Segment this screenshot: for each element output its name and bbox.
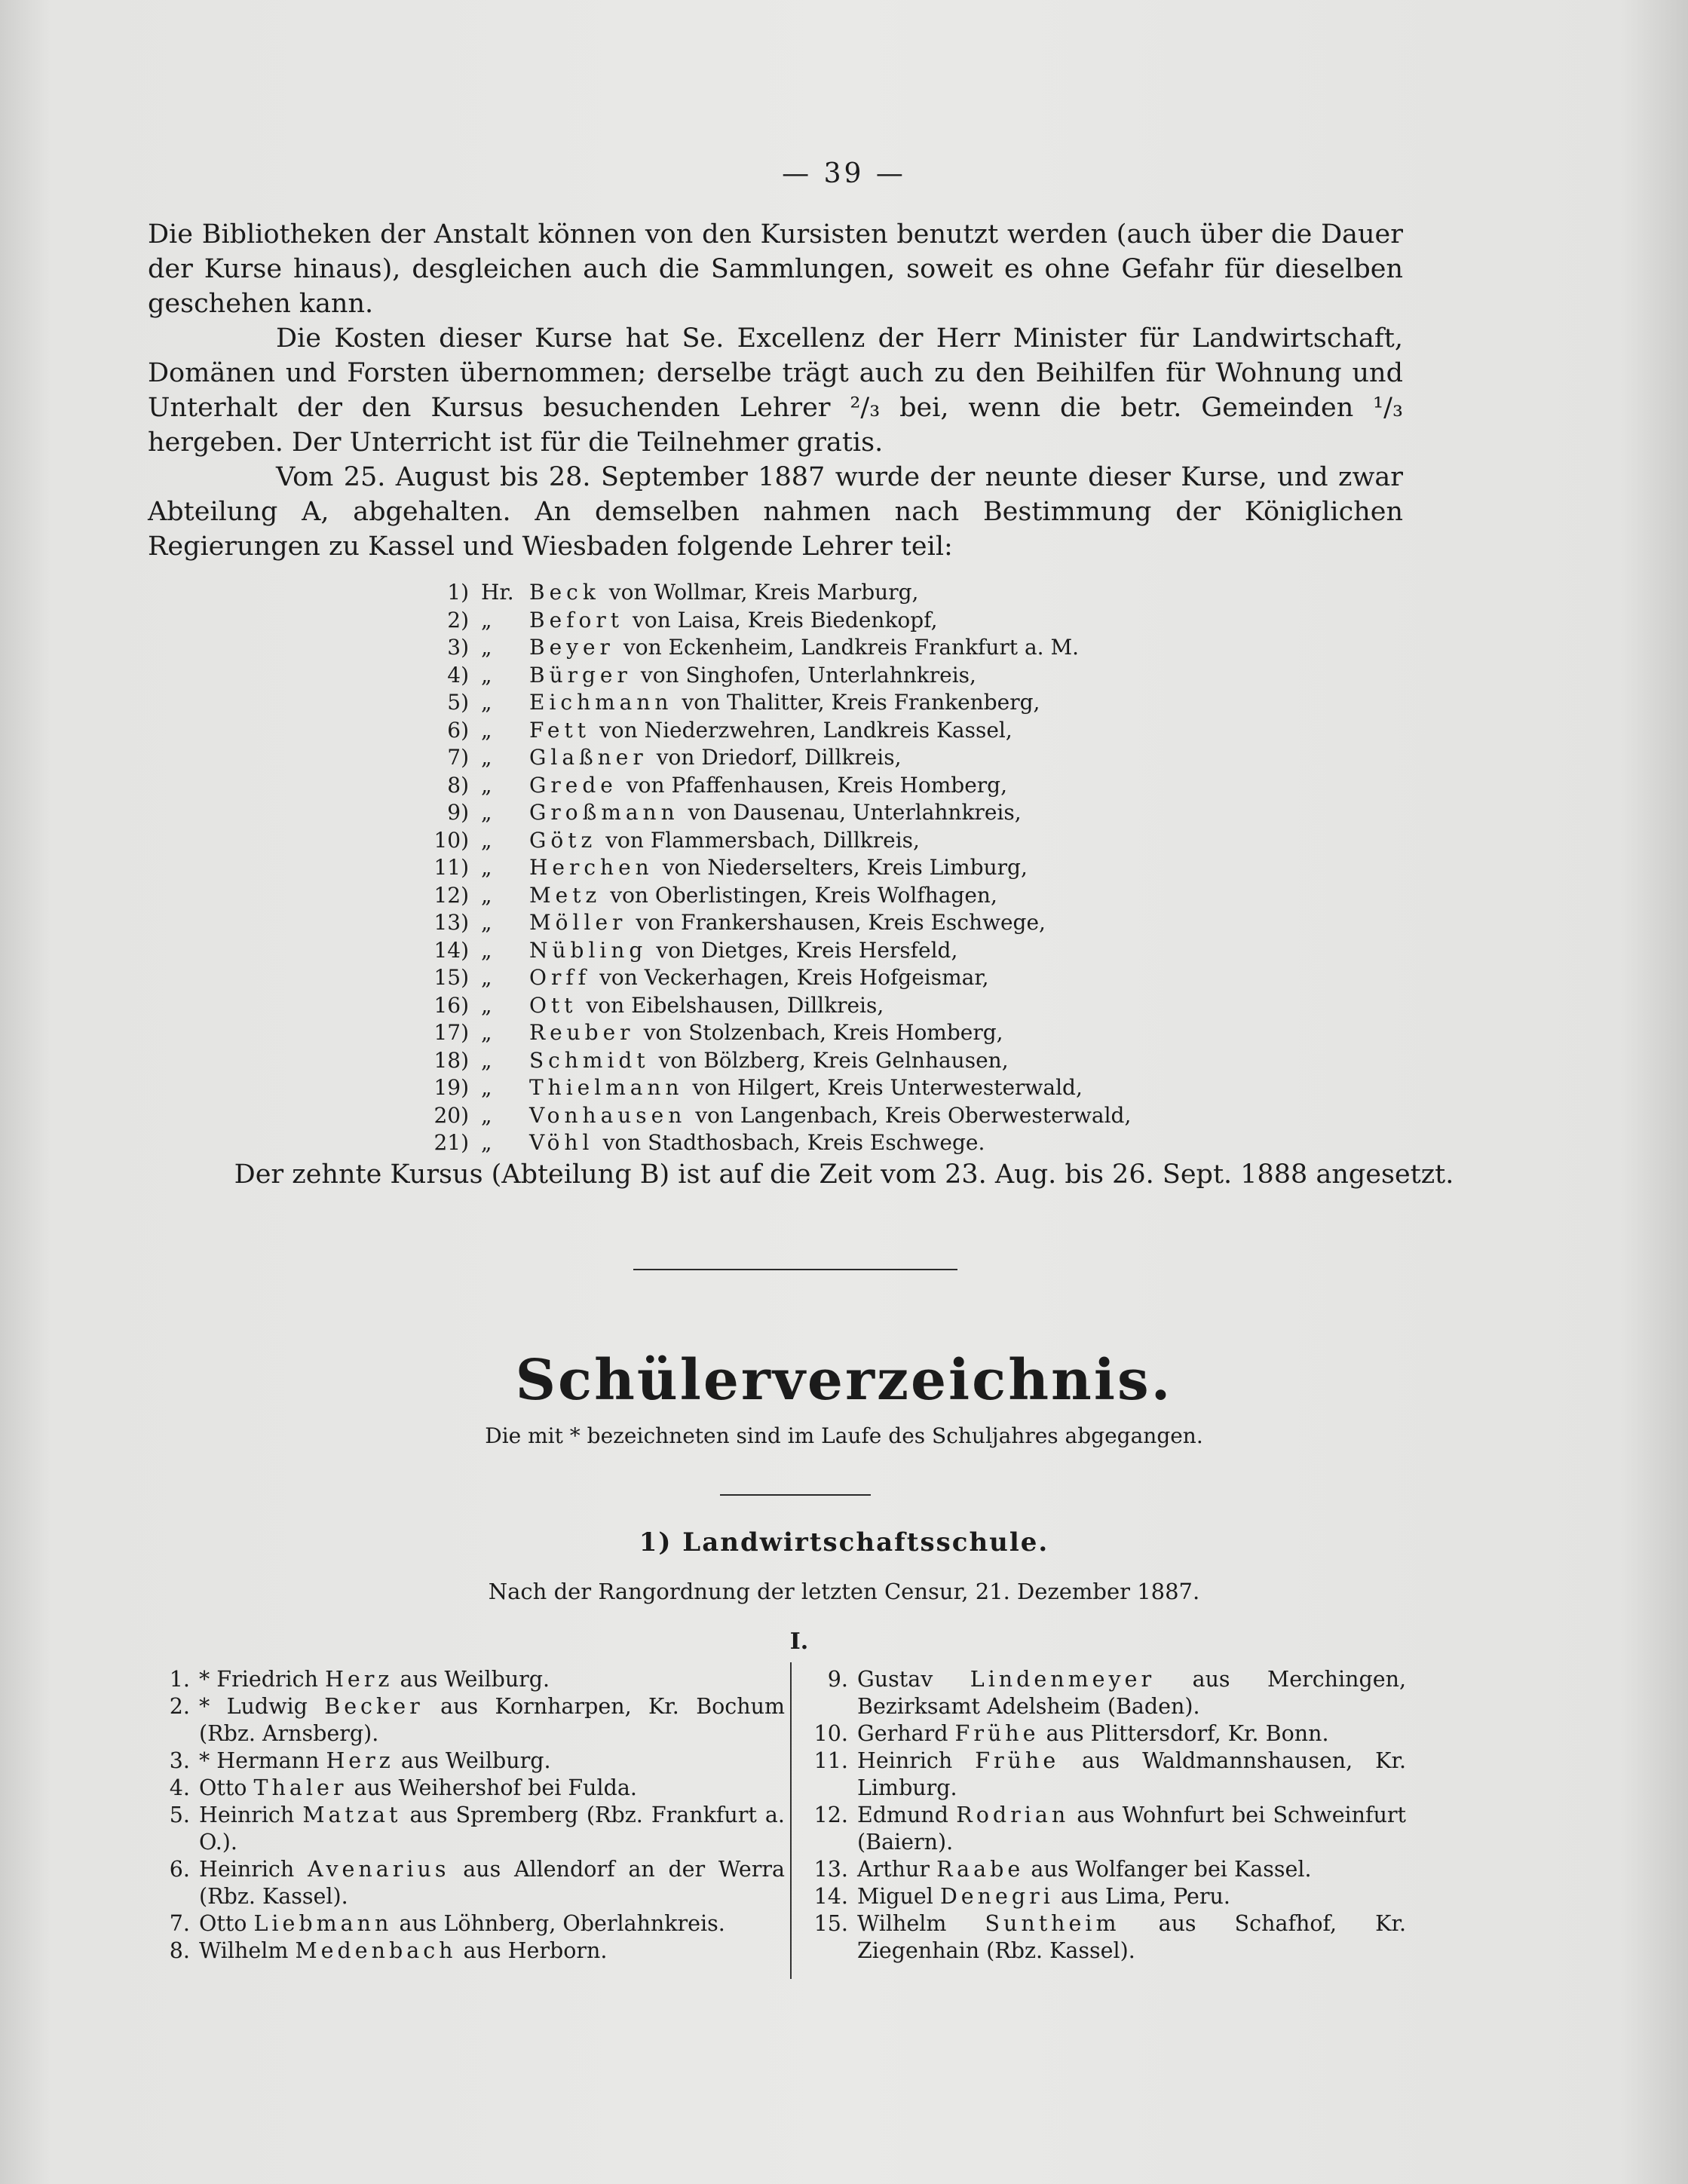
list-item [422, 579, 1327, 607]
teacher-origin: von Flammersbach, Dillkreis, [605, 827, 920, 853]
student-surname: Rodrian [956, 1803, 1070, 1827]
student-entry [857, 1720, 1406, 1748]
teacher-name: Grede [529, 772, 617, 798]
student-surname: Denegri [939, 1884, 1054, 1909]
student-surname: Raabe [936, 1857, 1025, 1882]
student-origin: aus Waldmannshausen, Kr. Limburg. [857, 1748, 1407, 1800]
list-item [803, 1666, 1406, 1720]
list-item [148, 1856, 785, 1910]
list-item [148, 1693, 785, 1748]
list-item [422, 1047, 1327, 1075]
student-surname: Thaler [253, 1775, 348, 1800]
divider [633, 1269, 957, 1270]
teacher-number: 4) [447, 662, 469, 688]
course-note: Der zehnte Kursus (Abteilung B) ist auf die Zeit vom 23. Aug. bis 26. Sept. 1888 angesetzt. [234, 1159, 1454, 1190]
teacher-title: Hr. [481, 580, 514, 605]
student-list-right [803, 1666, 1406, 1965]
teacher-origin: von Eckenheim, Landkreis Frankfurt a. M. [623, 635, 1080, 660]
student-first-name: Miguel [857, 1884, 933, 1909]
list-item [422, 1019, 1327, 1047]
teacher-origin: von Pfaffenhausen, Kreis Homberg, [626, 772, 1007, 798]
teacher-number: 2) [447, 607, 469, 633]
list-item [422, 909, 1327, 937]
list-item [422, 827, 1327, 855]
list-item [148, 1910, 785, 1937]
student-origin: aus Herborn. [463, 1938, 608, 1963]
list-item [422, 717, 1327, 745]
main-heading: Schülerverzeichnis. [515, 1348, 1173, 1413]
student-number: 5. [169, 1803, 190, 1827]
student-first-name: Heinrich [199, 1857, 295, 1882]
heading-note: Die mit * bezeichneten sind im Laufe des Schuljahres abgegangen. [485, 1423, 1203, 1448]
student-surname: Lindenmeyer [970, 1667, 1156, 1692]
teacher-title: „ [481, 800, 492, 825]
teacher-title: „ [481, 772, 492, 798]
student-origin: aus Kornharpen, Kr. Bochum (Rbz. Arnsberg). [199, 1694, 785, 1746]
student-surname: Avenarius [308, 1857, 450, 1882]
teacher-title: „ [481, 910, 492, 935]
student-list-left [148, 1666, 785, 1965]
teacher-title: „ [481, 635, 492, 660]
teacher-origin: von Thalitter, Kreis Frankenberg, [682, 690, 1040, 715]
teacher-title: „ [481, 965, 492, 990]
teacher-origin: von Wollmar, Kreis Marburg, [608, 580, 919, 605]
divider [720, 1494, 871, 1496]
student-first-name: Heinrich [199, 1803, 295, 1827]
student-number: 8. [169, 1938, 190, 1963]
list-item [422, 1129, 1327, 1157]
teacher-name: Metz [529, 882, 602, 908]
teacher-title: „ [481, 745, 492, 770]
student-entry [199, 1856, 785, 1910]
column-divider [790, 1662, 792, 1979]
student-entry [857, 1883, 1406, 1910]
teacher-origin: von Eibelshausen, Dillkreis, [586, 992, 884, 1018]
list-item [422, 607, 1327, 635]
student-origin: aus Wohnfurt bei Schweinfurt (Baiern). [857, 1803, 1407, 1855]
teacher-origin: von Hilgert, Kreis Unterwesterwald, [692, 1075, 1083, 1100]
teacher-name: Götz [529, 827, 597, 853]
intro-paragraphs [148, 217, 1403, 564]
teacher-number: 1) [447, 580, 469, 605]
teacher-number: 12) [433, 882, 469, 908]
student-origin: aus Weihershof bei Fulda. [354, 1775, 637, 1800]
teacher-name: Möller [529, 910, 627, 935]
paragraph-costs: Die Kosten dieser Kurse hat Se. Excellenz der Herr Minister für Landwirtschaft, Domänen und Forsten übernommen; derselbe trägt auch zu den Beihilfen für Wohnung und Unterhalt der den Kursus besuchenden Lehrer ²/₃ bei, wenn die betr. Gemeinden ¹/₃ hergeben. Der Unterricht ist für die Teilnehmer gratis. [148, 323, 1403, 458]
student-surname: Frühe [954, 1721, 1040, 1746]
list-item [803, 1748, 1406, 1802]
student-first-name: * Ludwig [199, 1694, 308, 1719]
teacher-number: 20) [433, 1102, 469, 1128]
teacher-number: 3) [447, 635, 469, 660]
student-entry [199, 1748, 785, 1775]
student-first-name: Gustav [857, 1667, 933, 1692]
teacher-number: 7) [447, 745, 469, 770]
teacher-name: Herchen [529, 855, 654, 880]
student-number: 6. [169, 1857, 190, 1882]
student-surname: Liebmann [253, 1911, 393, 1936]
teacher-number: 14) [433, 937, 469, 963]
teacher-name: Eichmann [529, 690, 673, 715]
student-origin: aus Löhnberg, Oberlahnkreis. [399, 1911, 725, 1936]
teacher-number: 19) [433, 1075, 469, 1100]
student-origin: aus Allendorf an der Werra (Rbz. Kassel). [199, 1857, 786, 1909]
student-origin: aus Weilburg. [400, 1667, 550, 1692]
teacher-origin: von Laisa, Kreis Biedenkopf, [633, 607, 938, 633]
paragraph-course-ninth: Vom 25. August bis 28. September 1887 wurde der neunte dieser Kurse, und zwar Abteilung A, abgehalten. An demselben nahmen nach Bestimmung der Königlichen Regierungen zu Kassel und Wiesbaden folgende Lehrer teil: [148, 462, 1403, 562]
list-item [422, 662, 1327, 690]
student-first-name: Otto [199, 1911, 247, 1936]
teacher-number: 17) [433, 1020, 469, 1045]
student-origin: aus Merchingen, Bezirksamt Adelsheim (Baden). [857, 1667, 1406, 1719]
student-entry [857, 1910, 1406, 1965]
group-label: I. [789, 1628, 809, 1655]
teacher-name: Vöhl [529, 1130, 594, 1155]
student-first-name: Arthur [857, 1857, 930, 1882]
list-item [803, 1856, 1406, 1883]
student-first-name: Heinrich [857, 1748, 953, 1773]
page-number: — 39 — [782, 158, 906, 189]
student-entry [199, 1910, 785, 1937]
teacher-origin: von Niederselters, Kreis Limburg, [662, 855, 1028, 880]
student-entry [857, 1802, 1406, 1856]
student-entry [199, 1802, 785, 1856]
list-item [422, 744, 1327, 772]
list-item [803, 1802, 1406, 1856]
student-number: 3. [169, 1748, 190, 1773]
teacher-title: „ [481, 1020, 492, 1045]
teacher-number: 15) [433, 965, 469, 990]
teacher-name: Großmann [529, 800, 679, 825]
teacher-origin: von Stadthosbach, Kreis Eschwege. [602, 1130, 985, 1155]
list-item [148, 1748, 785, 1775]
list-item [422, 964, 1327, 992]
list-item [803, 1883, 1406, 1910]
teacher-origin: von Driedorf, Dillkreis, [656, 745, 902, 770]
list-item [148, 1937, 785, 1965]
list-item [422, 937, 1327, 965]
teacher-number: 5) [447, 690, 469, 715]
list-item [148, 1666, 785, 1693]
teacher-origin: von Oberlistingen, Kreis Wolfhagen, [610, 882, 997, 908]
list-item [803, 1720, 1406, 1748]
list-item [422, 1074, 1327, 1102]
student-surname: Medenbach [295, 1938, 457, 1963]
student-entry [199, 1775, 785, 1802]
student-number: 13. [813, 1857, 848, 1882]
list-item [148, 1802, 785, 1856]
list-item [422, 882, 1327, 910]
student-number: 9. [827, 1667, 848, 1692]
teacher-number: 6) [447, 717, 469, 743]
list-item [422, 1102, 1327, 1130]
teacher-origin: von Langenbach, Kreis Oberwesterwald, [695, 1102, 1132, 1128]
teacher-name: Reuber [529, 1020, 635, 1045]
student-first-name: * Hermann [199, 1748, 320, 1773]
student-origin: aus Lima, Peru. [1060, 1884, 1230, 1909]
teacher-title: „ [481, 992, 492, 1018]
teacher-name: Beyer [529, 635, 614, 660]
teacher-origin: von Bölzberg, Kreis Gelnhausen, [658, 1047, 1009, 1073]
student-first-name: Wilhelm [857, 1911, 947, 1936]
teacher-number: 18) [433, 1047, 469, 1073]
student-entry [199, 1693, 785, 1748]
student-first-name: Wilhelm [199, 1938, 289, 1963]
student-first-name: * Friedrich [199, 1667, 318, 1692]
list-item [148, 1775, 785, 1802]
student-surname: Frühe [975, 1748, 1060, 1773]
teacher-title: „ [481, 1102, 492, 1128]
student-surname: Herz [325, 1667, 394, 1692]
student-number: 11. [813, 1748, 848, 1773]
teacher-number: 21) [433, 1130, 469, 1155]
student-entry [199, 1666, 785, 1693]
teacher-title: „ [481, 882, 492, 908]
student-entry [857, 1748, 1406, 1802]
list-item [803, 1910, 1406, 1965]
student-number: 4. [169, 1775, 190, 1800]
teacher-title: „ [481, 937, 492, 963]
student-entry [857, 1666, 1406, 1720]
student-number: 1. [169, 1667, 190, 1692]
teacher-number: 13) [433, 910, 469, 935]
teacher-name: Orff [529, 965, 591, 990]
list-item [422, 992, 1327, 1020]
teacher-name: Fett [529, 717, 590, 743]
teacher-name: Bürger [529, 662, 632, 688]
teacher-number: 8) [447, 772, 469, 798]
teacher-title: „ [481, 690, 492, 715]
student-number: 2. [169, 1694, 190, 1719]
student-entry [199, 1937, 785, 1965]
teacher-origin: von Dausenau, Unterlahnkreis, [688, 800, 1022, 825]
teacher-origin: von Veckerhagen, Kreis Hofgeismar, [599, 965, 989, 990]
list-item [422, 634, 1327, 662]
teacher-origin: von Stolzenbach, Kreis Homberg, [643, 1020, 1003, 1045]
student-surname: Becker [324, 1694, 424, 1719]
student-origin: aus Schafhof, Kr. Ziegenhain (Rbz. Kassel). [857, 1911, 1406, 1963]
list-item [422, 799, 1327, 827]
teacher-title: „ [481, 662, 492, 688]
rank-note: Nach der Rangordnung der letzten Censur, 21. Dezember 1887. [488, 1579, 1200, 1604]
teacher-name: Vonhausen [529, 1102, 687, 1128]
teacher-title: „ [481, 717, 492, 743]
student-number: 15. [813, 1911, 848, 1936]
teacher-name: Ott [529, 992, 577, 1018]
student-surname: Herz [326, 1748, 394, 1773]
teacher-name: Thielmann [529, 1075, 684, 1100]
teacher-origin: von Dietges, Kreis Hersfeld, [656, 937, 958, 963]
teacher-title: „ [481, 855, 492, 880]
student-entry [857, 1856, 1406, 1883]
list-item [422, 854, 1327, 882]
list-item [422, 689, 1327, 717]
teacher-title: „ [481, 1130, 492, 1155]
student-surname: Matzat [302, 1803, 402, 1827]
paragraph-libraries: Die Bibliotheken der Anstalt können von den Kursisten benutzt werden (auch über die Dauer der Kurse hinaus), desgleichen auch die Sammlungen, soweit es ohne Gefahr für dieselben geschehen kann. [148, 219, 1403, 319]
teacher-number: 10) [433, 827, 469, 853]
student-number: 12. [813, 1803, 848, 1827]
student-first-name: Otto [199, 1775, 247, 1800]
student-origin: aus Spremberg (Rbz. Frankfurt a. O.). [199, 1803, 785, 1855]
teacher-name: Nübling [529, 937, 648, 963]
teacher-title: „ [481, 1047, 492, 1073]
teacher-name: Schmidt [529, 1047, 650, 1073]
teacher-list [422, 579, 1327, 1157]
student-number: 14. [813, 1884, 848, 1909]
student-first-name: Edmund [857, 1803, 949, 1827]
student-first-name: Gerhard [857, 1721, 948, 1746]
teacher-title: „ [481, 607, 492, 633]
teacher-number: 16) [433, 992, 469, 1018]
teacher-title: „ [481, 1075, 492, 1100]
student-origin: aus Weilburg. [400, 1748, 551, 1773]
teacher-origin: von Frankershausen, Kreis Eschwege, [636, 910, 1046, 935]
teacher-name: Glaßner [529, 745, 648, 770]
student-origin: aus Wolfanger bei Kassel. [1031, 1857, 1312, 1882]
section-heading: 1) Landwirtschaftsschule. [639, 1527, 1049, 1558]
student-number: 10. [813, 1721, 848, 1746]
student-number: 7. [169, 1911, 190, 1936]
teacher-origin: von Singhofen, Unterlahnkreis, [640, 662, 976, 688]
teacher-number: 9) [447, 800, 469, 825]
teacher-title: „ [481, 827, 492, 853]
student-surname: Suntheim [985, 1911, 1120, 1936]
teacher-name: Befort [529, 607, 624, 633]
teacher-name: Beck [529, 580, 600, 605]
list-item [422, 772, 1327, 800]
teacher-origin: von Niederzwehren, Landkreis Kassel, [599, 717, 1012, 743]
student-origin: aus Plittersdorf, Kr. Bonn. [1046, 1721, 1329, 1746]
teacher-number: 11) [433, 855, 469, 880]
